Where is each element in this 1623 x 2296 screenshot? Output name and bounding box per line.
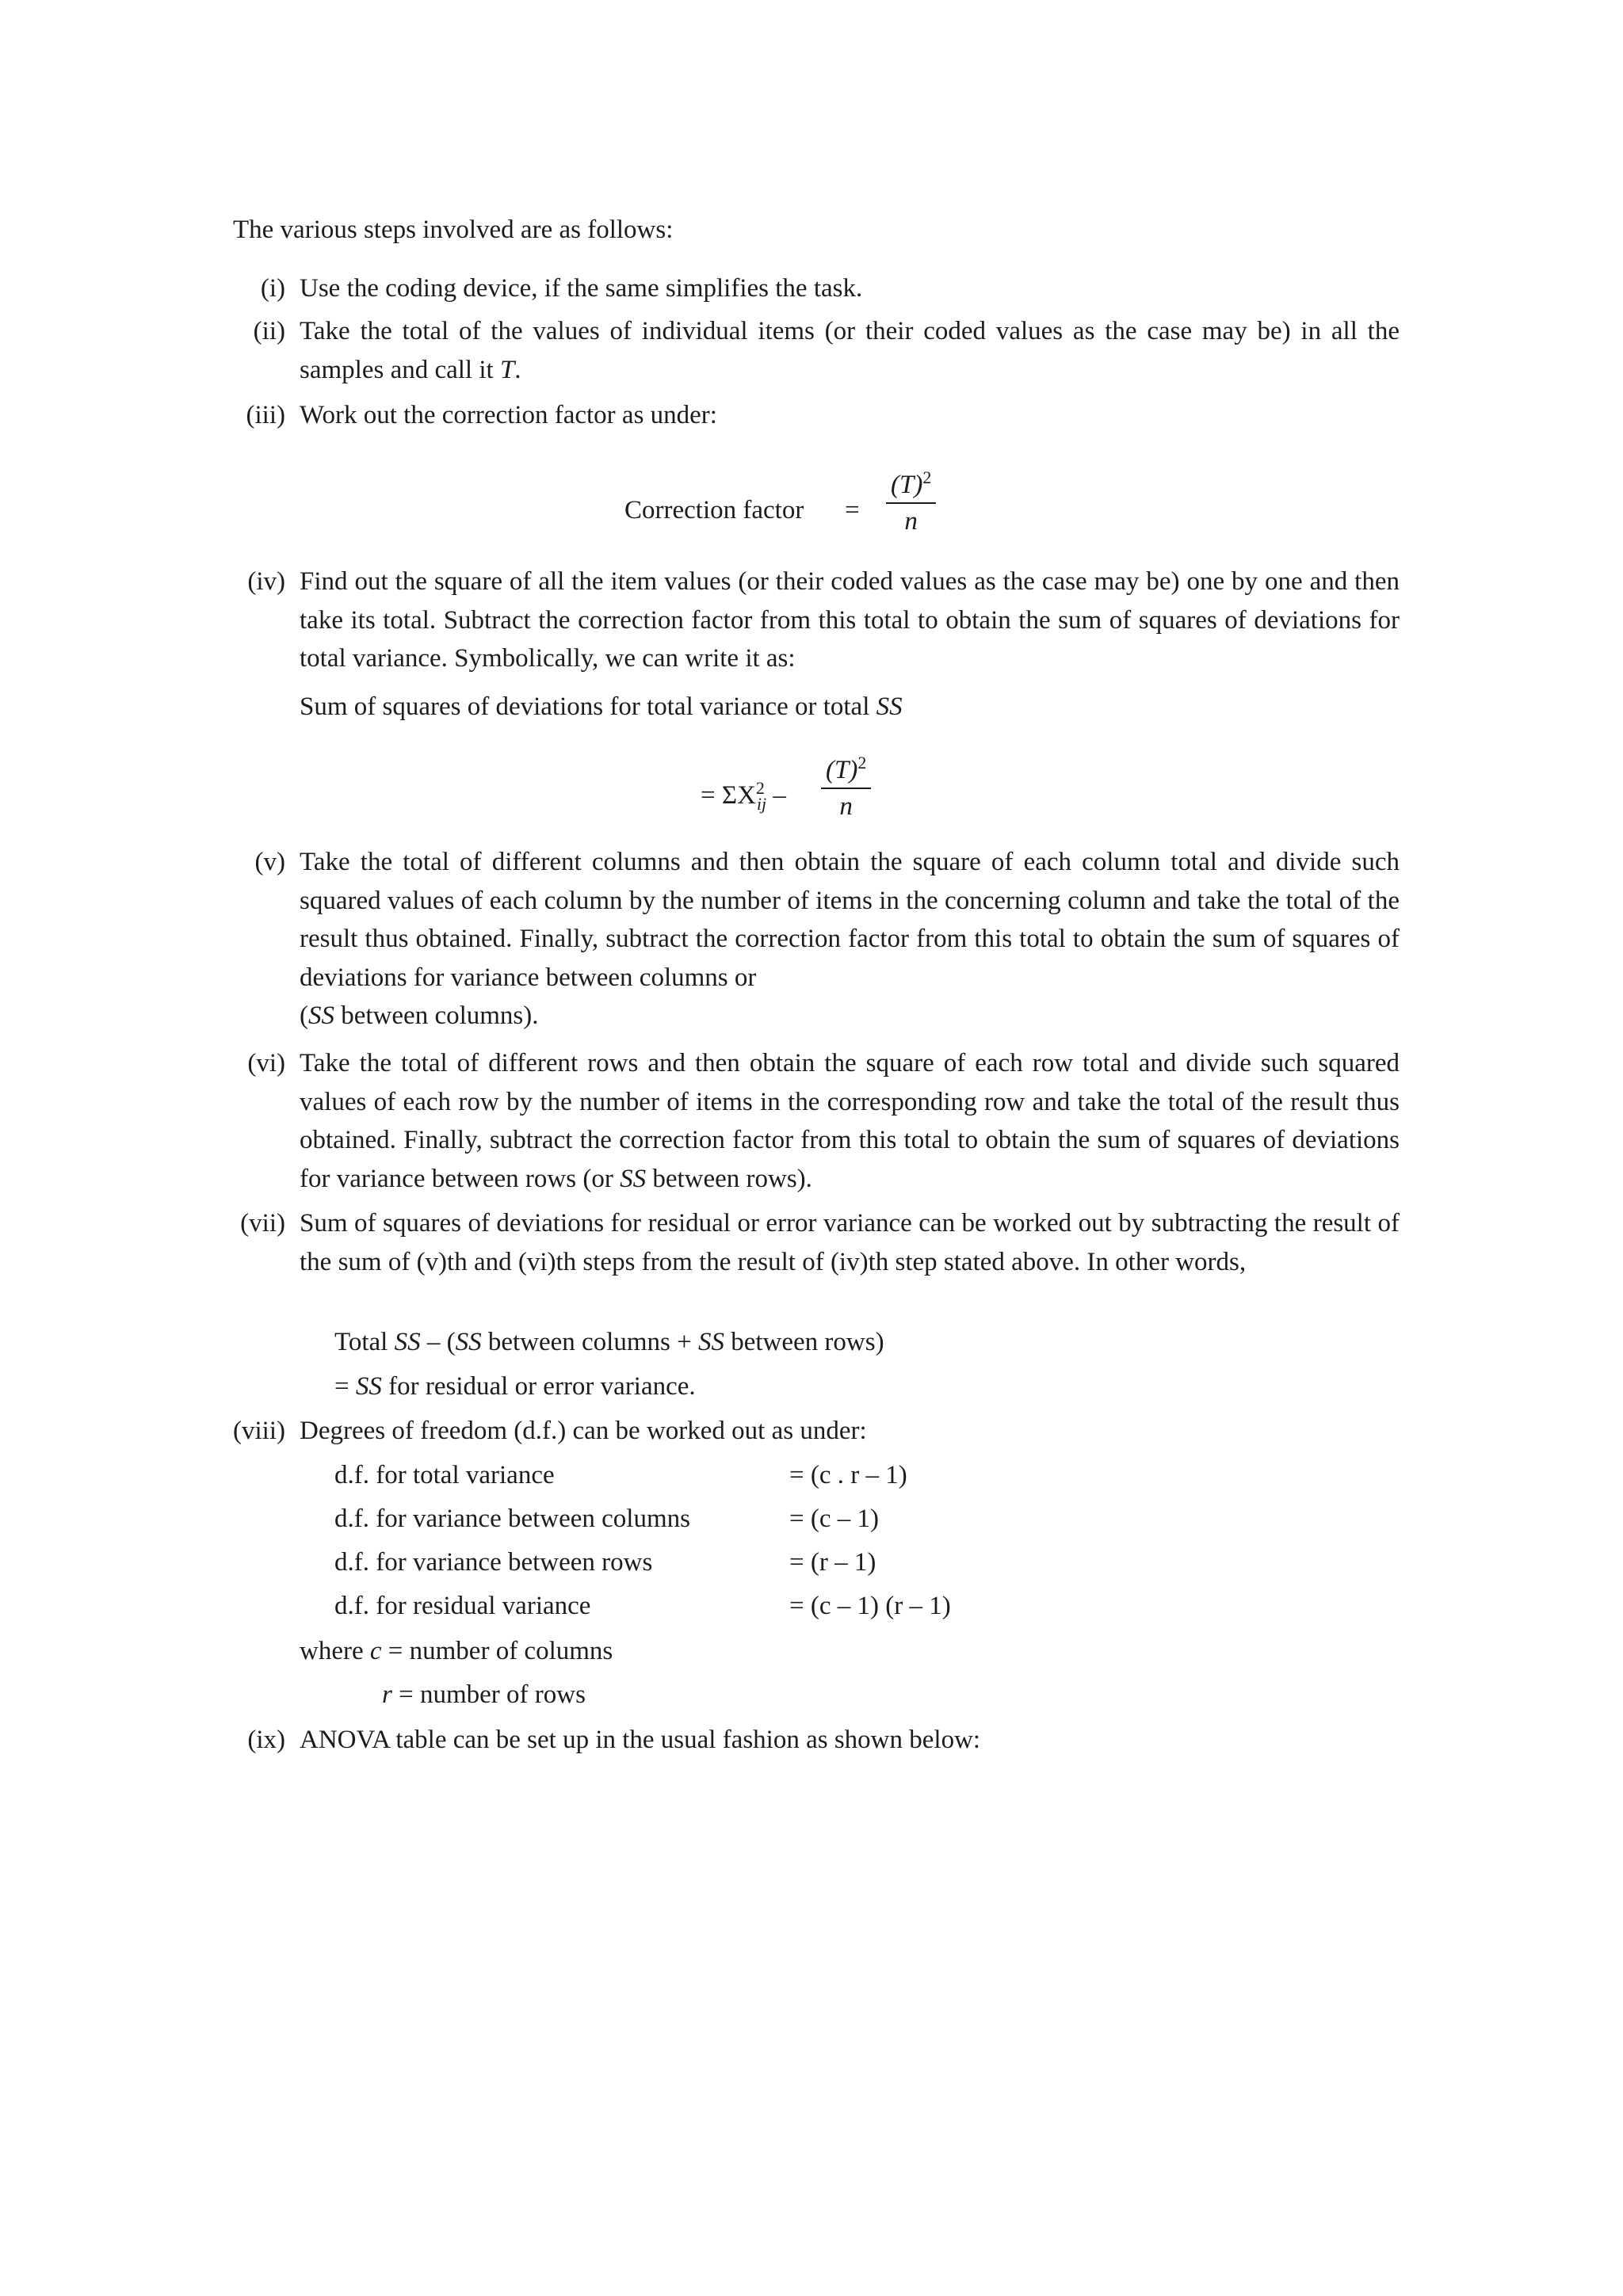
- step-text-viii: Degrees of freedom (d.f.) can be worked out as under:: [300, 1417, 867, 1445]
- step-number-iii: (iii): [246, 401, 285, 429]
- residual-ss-formula-line1: Total SS – (SS between columns + SS between rows): [334, 1328, 884, 1356]
- df-value-columns: = (c – 1): [789, 1505, 879, 1533]
- step-text-iv: Find out the square of all the item values (or their coded values as the case may be) one by one and then take its total. Subtract the correction factor from this total to obtain the sum of squares of deviations for total variance. Symbolically, we can write it as:: [300, 567, 1400, 673]
- df-value-total: = (c . r – 1): [789, 1461, 907, 1489]
- step-text-i: Use the coding device, if the same simplifies the task.: [300, 274, 863, 303]
- correction-factor-label: Correction factor: [624, 496, 804, 524]
- fraction-denominator: n: [839, 792, 853, 821]
- step-number-ix: (ix): [247, 1726, 285, 1754]
- df-label-rows: d.f. for variance between rows: [334, 1548, 653, 1577]
- step-text-vi: Take the total of different rows and then obtain the square of each row total and divide such squared values of each row by the number of items in the corresponding row and take the total of the result thus obtained. Finally, subtract the correction factor from this total to obtain the sum of squares of deviations for variance between rows (or SS between rows).: [300, 1049, 1400, 1193]
- step-text-v-last-line: (SS between columns).: [300, 1001, 539, 1030]
- df-value-rows: = (r – 1): [789, 1548, 876, 1577]
- step-number-iv: (iv): [247, 567, 285, 596]
- fraction-denominator: n: [904, 507, 918, 536]
- step-text-vii: Sum of squares of deviations for residual or error variance can be worked out by subtracting the result of the sum of (v)th and (vi)th steps from the result of (iv)th step stated above. In other words,: [300, 1209, 1400, 1276]
- df-label-total: d.f. for total variance: [334, 1461, 555, 1489]
- step-text-ix: ANOVA table can be set up in the usual fashion as shown below:: [300, 1726, 981, 1754]
- step-text-v: Take the total of different columns and then obtain the square of each column total and divide such squared values of each column by the number of items in the concerning column and take the total of the result thus obtained. Finally, subtract the correction factor from this total to obtain the sum of squares of deviations for variance between columns or: [300, 848, 1400, 992]
- df-value-residual: = (c – 1) (r – 1): [789, 1592, 951, 1620]
- total-ss-fraction: [821, 753, 871, 824]
- step-number-vii: (vii): [240, 1209, 285, 1238]
- step-text-iii: Work out the correction factor as under:: [300, 401, 717, 429]
- step-text-ii: Take the total of the values of individual items (or their coded values as the case may be) in all the samples and call it T.: [300, 317, 1400, 384]
- where-r-definition: r = number of rows: [382, 1680, 586, 1709]
- fraction-numerator: $(T)^2$: [826, 753, 867, 784]
- df-label-residual: d.f. for residual variance: [334, 1592, 591, 1620]
- correction-factor-equals: =: [845, 496, 860, 524]
- total-ss-label: Sum of squares of deviations for total variance or total SS: [300, 692, 903, 721]
- step-number-v: (v): [254, 848, 285, 876]
- df-label-columns: d.f. for variance between columns: [334, 1505, 690, 1533]
- fraction-numerator: $(T)^2$: [891, 467, 932, 499]
- step-number-viii: (viii): [233, 1417, 285, 1445]
- step-number-i: (i): [260, 274, 285, 303]
- correction-factor-fraction: [886, 467, 936, 539]
- step-number-ii: (ii): [253, 317, 285, 345]
- total-ss-formula: = $\Sigma X^2_{ij}$ –: [701, 778, 786, 814]
- residual-ss-formula-line2: = SS for residual or error variance.: [334, 1372, 696, 1401]
- where-c-definition: where c = number of columns: [300, 1637, 613, 1665]
- intro-text: The various steps involved are as follows:: [233, 215, 674, 244]
- step-number-vi: (vi): [247, 1049, 285, 1077]
